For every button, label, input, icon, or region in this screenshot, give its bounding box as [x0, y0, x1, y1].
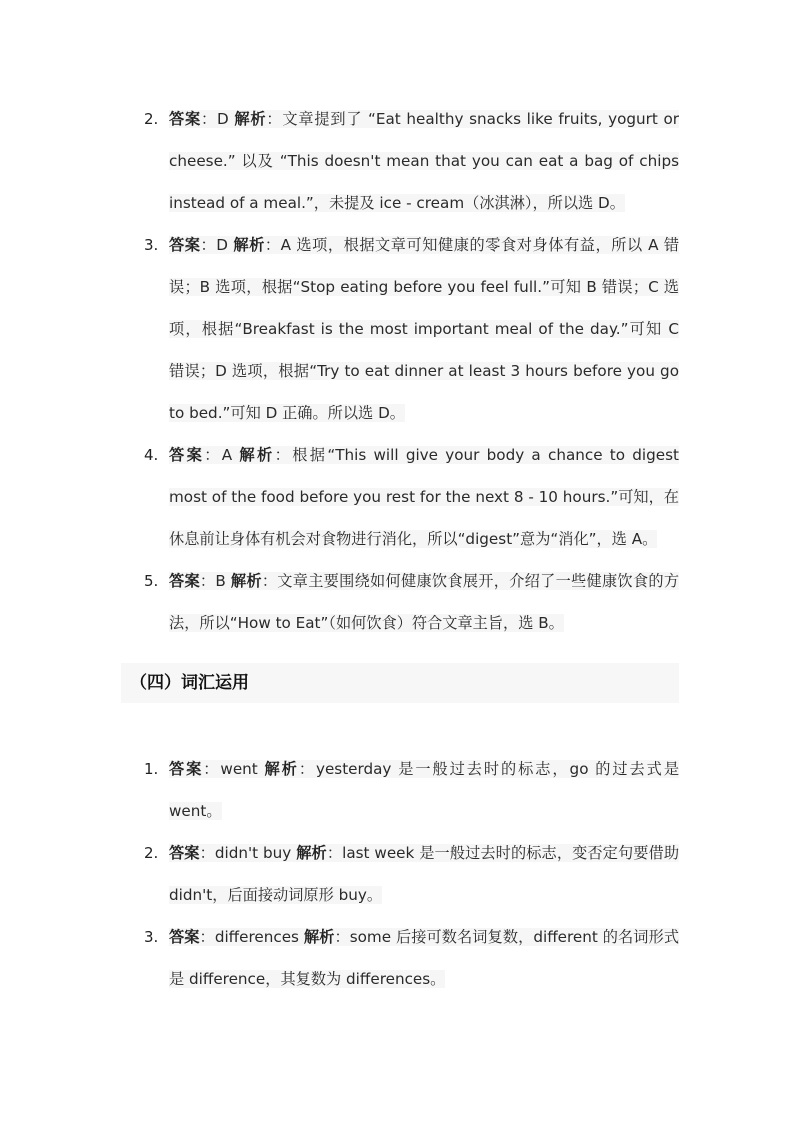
list-item	[0, 98, 800, 224]
analysis-label: 解析	[264, 760, 299, 778]
item-number: 3.	[144, 236, 159, 254]
analysis-text: ：文章主要围绕如何健康饮食展开，介绍了一些健康饮食的方法，所以“How to Eat”（如何饮食）符合文章主旨，选 B。	[169, 572, 679, 632]
analysis-label: 解析	[239, 446, 275, 464]
analysis-text: ：根据“This will give your body a chance to digest most of the food before you rest for the next 8 - 10 hours.”可知，在休息前让身体有机会对食物进行消化，所以“digest”意为“消化”，选 A。	[169, 446, 679, 548]
item-number: 5.	[144, 572, 159, 590]
analysis-label: 解析	[296, 844, 327, 862]
item-number: 4.	[144, 446, 159, 464]
list-item	[0, 560, 800, 644]
answer-value: ：D	[200, 236, 234, 254]
item-body	[169, 560, 679, 644]
answer-value: ：B	[199, 572, 231, 590]
answer-label: 答案	[169, 760, 204, 778]
item-body	[169, 98, 679, 224]
item-body	[169, 748, 679, 832]
answer-label: 答案	[169, 572, 200, 590]
list-item	[0, 832, 800, 916]
analysis-label: 解析	[303, 928, 335, 946]
analysis-text: ：last week 是一般过去时的标志，变否定句要借助 didn't，后面接动词原形 buy。	[169, 844, 680, 904]
list-item	[0, 748, 800, 832]
item-body	[169, 434, 679, 560]
item-body	[169, 224, 679, 434]
item-body	[169, 832, 679, 916]
answer-value: ：didn't buy	[199, 844, 297, 862]
answer-label: 答案	[169, 236, 201, 254]
analysis-text: ：yesterday 是一般过去时的标志，go 的过去式是 went。	[169, 760, 680, 820]
section-heading: （四）词汇运用	[121, 663, 679, 703]
analysis-label: 解析	[233, 236, 265, 254]
analysis-label: 解析	[234, 110, 267, 128]
answer-value: ：went	[203, 760, 265, 778]
answer-label: 答案	[169, 446, 205, 464]
answer-label: 答案	[169, 928, 200, 946]
answer-value: ：A	[204, 446, 240, 464]
analysis-text: ：A 选项，根据文章可知健康的零食对身体有益，所以 A 错误；B 选项，根据“Stop eating before you feel full.”可知 B 错误；C 选项，根据“Breakfast is the most important meal of the day.”可知 C 错误；D 选项，根据“Try to eat dinner at least 3 hours before you go to bed.”可知 D 正确。所以选 D。	[169, 236, 680, 422]
item-number: 2.	[144, 110, 159, 128]
list-item	[0, 916, 800, 1000]
analysis-text: ：文章提到了 “Eat healthy snacks like fruits, yogurt or cheese.” 以及 “This doesn't mean that you can eat a bag of chips instead of a meal.”，未提及 ice - cream（冰淇淋），所以选 D。	[169, 110, 680, 212]
analysis-text: ：some 后接可数名词复数，different 的名词形式是 difference，其复数为 differences。	[169, 928, 680, 988]
item-number: 2.	[144, 844, 159, 862]
item-number: 1.	[144, 760, 159, 778]
answer-label: 答案	[169, 844, 200, 862]
list-item	[0, 224, 800, 434]
analysis-label: 解析	[230, 572, 262, 590]
answer-label: 答案	[169, 110, 202, 128]
list-item	[0, 434, 800, 560]
answer-value: ：differences	[199, 928, 304, 946]
item-number: 3.	[144, 928, 159, 946]
answer-list-reading	[0, 98, 800, 644]
answer-value: ：D	[201, 110, 235, 128]
answer-list-vocabulary	[0, 748, 800, 1000]
item-body	[169, 916, 679, 1000]
